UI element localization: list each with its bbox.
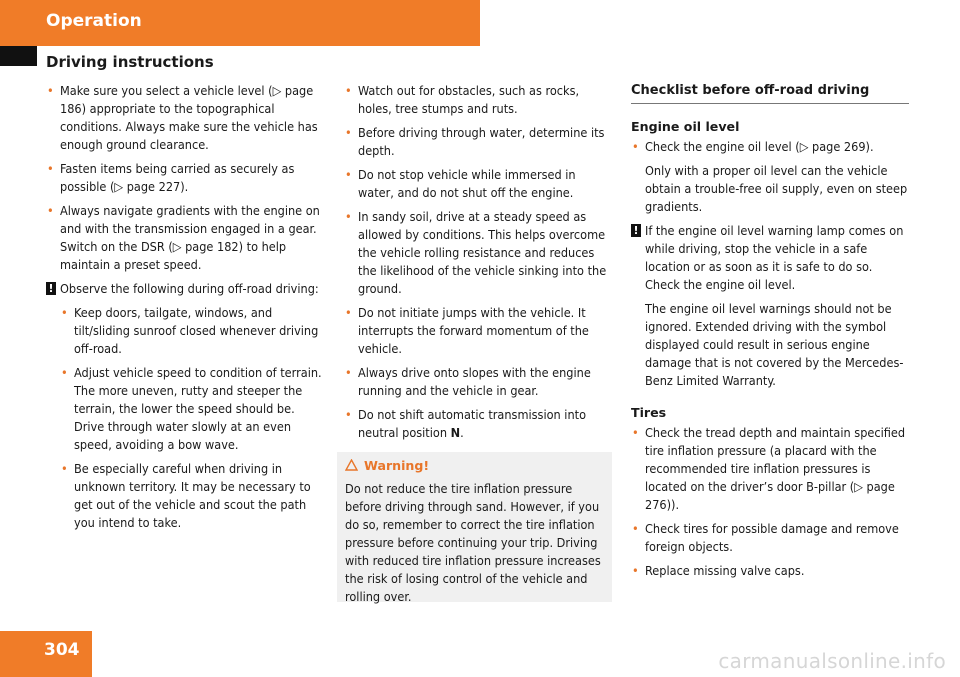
bullet-icon: • <box>345 305 352 320</box>
bullet-icon: • <box>632 521 639 536</box>
bullet-icon: • <box>632 563 639 578</box>
warning-header <box>345 458 429 473</box>
exclamation-icon: ! <box>631 224 641 237</box>
bullet-icon: • <box>345 125 352 140</box>
bullet-item: • Check the tread depth and maintain specified tire inflation pressure (a placard with the recommended tire inflation pressures is located on the driver’s door B-pillar (▷ page 276)). <box>632 425 906 512</box>
warning-triangle-icon <box>345 459 358 471</box>
page-number: 304 <box>44 640 80 660</box>
bullet-item: • Fasten items being carried as securely as possible (▷ page 227). <box>47 161 295 194</box>
bullet-icon: • <box>345 365 352 380</box>
subsection-title: Driving instructions <box>46 53 214 71</box>
bullet-item: • In sandy soil, drive at a steady speed as allowed by conditions. This helps overcome the vehicle rolling resistance and reduces the likelihood of the vehicle sinking into the ground. <box>345 209 607 296</box>
bullet-item: • Be especially careful when driving in unknown territory. It may be necessary to get out of the vehicle and scout the path you intend to take. <box>61 461 311 530</box>
bullet-icon: • <box>61 305 68 320</box>
bullet-icon: • <box>632 139 639 154</box>
paragraph: The engine oil level warnings should not be ignored. Extended driving with the symbol displayed could result in serious engine damage that is not covered by the Mercedes-Benz Limited Warranty. <box>645 301 904 388</box>
subsection-marker <box>0 46 37 66</box>
bullet-item: • Always drive onto slopes with the engine running and the vehicle in gear. <box>345 365 591 398</box>
bullet-icon: • <box>47 161 54 176</box>
sub-bullet-list <box>60 304 326 532</box>
caution-note: ! If the engine oil level warning lamp comes on while driving, stop the vehicle in a safe location or as soon as it is safe to do so. Check the engine oil level. <box>631 222 909 294</box>
section-title: Operation <box>46 11 142 31</box>
bullet-icon: • <box>61 365 68 380</box>
bullet-item: • Always navigate gradients with the engine on and with the transmission engaged in a gear. Switch on the DSR (▷ page 182) to help maintain a preset speed. <box>47 203 320 272</box>
bullet-item: • Do not initiate jumps with the vehicle. It interrupts the forward momentum of the vehicle. <box>345 305 589 356</box>
column-middle <box>344 82 614 448</box>
caution-note: ! Observe the following during off-road driving: <box>46 280 326 298</box>
bullet-item: • Adjust vehicle speed to condition of terrain. The more uneven, rutty and steeper the terrain, the lower the speed should be. Drive through water slowly at an even speed, avoiding a bow wave. <box>61 365 322 452</box>
bullet-item: • Do not stop vehicle while immersed in water, and do not shut off the engine. <box>345 167 576 200</box>
bullet-icon: • <box>345 407 352 422</box>
bullet-item: • Check tires for possible damage and remove foreign objects. <box>632 521 899 554</box>
exclamation-icon: ! <box>46 282 56 295</box>
warning-text: Do not reduce the tire inflation pressure before driving through sand. However, if you do so, remember to correct the tire inflation pressure before continuing your trip. Driving with reduced tire inflation pressure increases the risk of losing control of the vehicle and rolling over. <box>345 481 601 604</box>
bullet-item: • Check the engine oil level (▷ page 269). <box>632 139 874 154</box>
tires-heading: Tires <box>631 405 667 420</box>
column-right <box>631 82 909 586</box>
watermark: carmanualsonline.info <box>718 649 946 673</box>
bullet-item: • Keep doors, tailgate, windows, and tilt/sliding sunroof closed whenever driving off-road. <box>61 305 319 356</box>
bullet-icon: • <box>345 83 352 98</box>
bullet-item: • Before driving through water, determine its depth. <box>345 125 605 158</box>
paragraph: Only with a proper oil level can the vehicle obtain a trouble-free oil supply, even on steep gradients. <box>645 163 908 214</box>
bullet-icon: • <box>47 83 54 98</box>
bullet-icon: • <box>345 167 352 182</box>
engine-oil-heading: Engine oil level <box>631 119 740 134</box>
bullet-item: • Do not shift automatic transmission into neutral position N. <box>345 407 587 440</box>
bullet-icon: • <box>47 203 54 218</box>
bullet-icon: • <box>632 425 639 440</box>
column-left <box>46 82 326 538</box>
warning-box <box>337 452 612 602</box>
bullet-item: • Replace missing valve caps. <box>632 563 805 578</box>
gear-position-label: N <box>450 425 461 440</box>
checklist-title: Checklist before off-road driving <box>631 82 909 104</box>
bullet-icon: • <box>61 461 68 476</box>
warning-title: Warning! <box>364 458 430 473</box>
bullet-item: • Make sure you select a vehicle level (▷ page 186) appropriate to the topographical conditions. Always make sure the vehicle has enough ground clearance. <box>47 83 318 152</box>
bullet-icon: • <box>345 209 352 224</box>
bullet-item: • Watch out for obstacles, such as rocks, holes, tree stumps and ruts. <box>345 83 580 116</box>
